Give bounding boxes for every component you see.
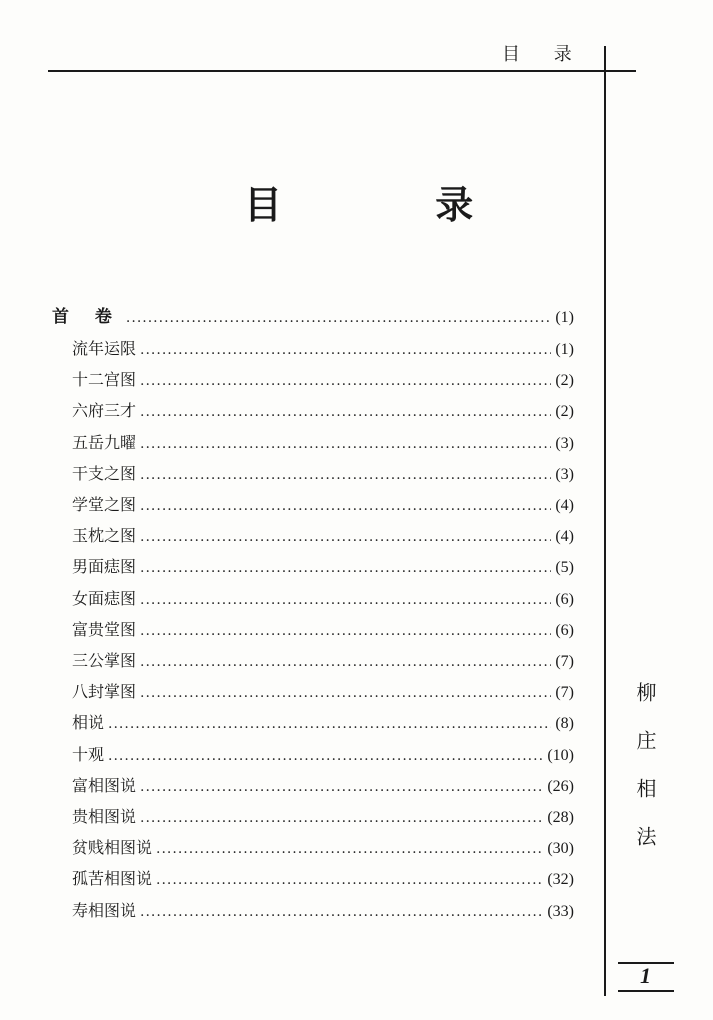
toc-entry bbox=[72, 524, 574, 548]
toc-entry-label: 学堂之图 bbox=[72, 495, 137, 514]
toc-entry-label: 首 卷 bbox=[52, 307, 122, 327]
toc-entry-label: 男面痣图 bbox=[72, 557, 137, 576]
toc-entry bbox=[72, 774, 574, 798]
header-rule bbox=[48, 70, 636, 72]
toc-leader-dots bbox=[140, 338, 551, 362]
toc-entry-page: (26) bbox=[547, 778, 574, 795]
toc-leader-dots bbox=[126, 306, 551, 330]
toc-entry-label: 富相图说 bbox=[72, 776, 137, 795]
toc-entry-page: (7) bbox=[555, 684, 574, 701]
toc-entry-page: (6) bbox=[555, 591, 574, 608]
toc-entry bbox=[72, 805, 574, 829]
toc-entry bbox=[72, 618, 574, 642]
toc-entry-page: (1) bbox=[555, 341, 574, 358]
toc-leader-dots bbox=[140, 650, 551, 674]
toc-entry bbox=[72, 462, 574, 486]
toc-entry bbox=[72, 680, 574, 704]
toc-leader-dots bbox=[156, 868, 543, 892]
running-header: 目 录 bbox=[502, 44, 586, 65]
toc-entry bbox=[72, 431, 574, 455]
toc-entry-label: 贫贱相图说 bbox=[72, 838, 153, 857]
toc-entry-page: (28) bbox=[547, 809, 574, 826]
toc-entry-label: 三公掌图 bbox=[72, 651, 137, 670]
toc-entry-label: 干支之图 bbox=[72, 464, 137, 483]
toc-entry-page: (1) bbox=[555, 309, 574, 326]
toc-entry-page: (5) bbox=[555, 559, 574, 576]
toc-entry bbox=[72, 743, 574, 767]
toc-leader-dots bbox=[140, 556, 551, 580]
toc-leader-dots bbox=[140, 588, 551, 612]
toc-entry-label: 贵相图说 bbox=[72, 807, 137, 826]
toc-entry bbox=[72, 587, 574, 611]
toc-entry-label: 十二宫图 bbox=[72, 370, 137, 389]
toc-leader-dots bbox=[140, 432, 551, 456]
toc-entry-page: (10) bbox=[547, 747, 574, 764]
toc-leader-dots bbox=[140, 681, 551, 705]
toc-entry bbox=[72, 368, 574, 392]
toc-leader-dots bbox=[140, 900, 543, 924]
toc-leader-dots bbox=[140, 806, 543, 830]
toc-entry-page: (30) bbox=[547, 840, 574, 857]
toc-entry bbox=[72, 555, 574, 579]
toc-leader-dots bbox=[140, 619, 551, 643]
toc-entry-label: 流年运限 bbox=[72, 339, 137, 358]
toc-leader-dots bbox=[140, 369, 551, 393]
toc-entry-page: (3) bbox=[555, 466, 574, 483]
toc-entry-page: (33) bbox=[547, 903, 574, 920]
toc-entry bbox=[72, 711, 574, 735]
toc-entry bbox=[72, 836, 574, 860]
toc-entry-label: 富贵堂图 bbox=[72, 620, 137, 639]
toc-entry bbox=[72, 899, 574, 923]
book-title: 柳庄相法 bbox=[633, 682, 657, 874]
toc-entry bbox=[72, 867, 574, 891]
toc-leader-dots bbox=[140, 463, 551, 487]
toc-entry-page: (2) bbox=[555, 372, 574, 389]
toc-leader-dots bbox=[108, 712, 551, 736]
toc-leader-dots bbox=[156, 837, 543, 861]
toc-entry-page: (2) bbox=[555, 403, 574, 420]
toc-entry-page: (7) bbox=[555, 653, 574, 670]
toc-entry-label: 八封掌图 bbox=[72, 682, 137, 701]
toc-entry-label: 十观 bbox=[72, 745, 105, 764]
toc-leader-dots bbox=[140, 400, 551, 424]
toc-entry-page: (4) bbox=[555, 528, 574, 545]
toc-entry-label: 相说 bbox=[72, 713, 105, 732]
toc-entry bbox=[72, 649, 574, 673]
toc-entry-page: (3) bbox=[555, 435, 574, 452]
toc-entry bbox=[72, 337, 574, 361]
toc-entry-label: 玉枕之图 bbox=[72, 526, 137, 545]
toc-leader-dots bbox=[140, 525, 551, 549]
side-rule bbox=[604, 46, 606, 996]
toc-entry-page: (32) bbox=[547, 871, 574, 888]
toc-entry bbox=[52, 305, 574, 329]
page-number: 1 bbox=[640, 963, 651, 988]
toc-entry-label: 五岳九曜 bbox=[72, 433, 137, 452]
toc-leader-dots bbox=[140, 494, 551, 518]
toc-entry-label: 孤苦相图说 bbox=[72, 869, 153, 888]
page-title: 目 录 bbox=[244, 183, 544, 227]
toc-leader-dots bbox=[140, 775, 543, 799]
toc-entry-label: 六府三才 bbox=[72, 401, 137, 420]
toc-entry-page: (4) bbox=[555, 497, 574, 514]
toc-entry-page: (8) bbox=[555, 715, 574, 732]
toc-entry-label: 寿相图说 bbox=[72, 901, 137, 920]
toc-entry bbox=[72, 493, 574, 517]
toc-entry bbox=[72, 399, 574, 423]
toc-leader-dots bbox=[108, 744, 543, 768]
toc-entry-label: 女面痣图 bbox=[72, 589, 137, 608]
toc-entry-page: (6) bbox=[555, 622, 574, 639]
